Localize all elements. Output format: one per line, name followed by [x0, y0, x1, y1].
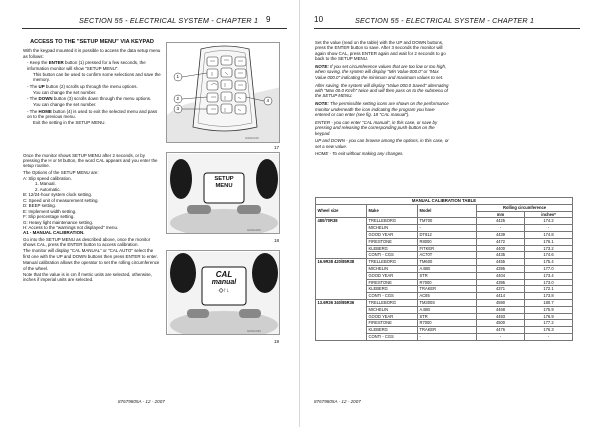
make-cell: CONTI - CGS [367, 293, 418, 300]
inches-cell: 173.8 [525, 293, 573, 300]
inches-cell: 173.2 [525, 245, 573, 252]
option-item: C: Speed unit of measurement setting. [23, 197, 99, 203]
model-cell: AC85 [418, 293, 477, 300]
paragraph-text: Set the value (read on the table) with the UP and DOWN buttons, press the ENTER button to save. After 3 seconds the monitor will again show CAL, press ENTER again and wait for 2 seconds to go back to the SETUP MENU. [315, 40, 446, 62]
note-paragraph [315, 83, 449, 99]
bullet-item: - Keep the ENTER button (1) pressed for a few seconds, the information monitor will show "SETUP MENU". [27, 60, 146, 71]
button-bullets [23, 60, 161, 126]
table-row [316, 259, 573, 266]
bullet-text-pre: The [29, 83, 39, 89]
inches-cell: 176.9 [525, 313, 573, 320]
header-make: Make [367, 204, 418, 218]
figure-17-number: 17 [274, 145, 280, 150]
model-cell: R8000 [418, 238, 477, 245]
model-cell: TRAKER [418, 286, 477, 293]
once-paragraph: Once the monitor shows SETUP MENU after 2 seconds, or by pressing the H or M button, the word CAL appears and you enter the setup routine. [23, 152, 158, 169]
setup-menu-screen [204, 176, 244, 190]
left-footer: 87679805A - 12 - 2007 [118, 399, 165, 404]
bullet-item: - The UP button (2) scrolls up through the menu options. [27, 83, 138, 89]
table-header-row [316, 204, 573, 211]
manual-paragraph: The monitor will display "CAL MANUAL" or "CAL AUTO" select the first one with the UP and DOWN buttons then press ENTER to enter. [23, 248, 158, 259]
make-cell: MICHELIN [367, 306, 418, 313]
mm-cell: 4476 [477, 327, 525, 334]
bullet-note: You can change the set number. [33, 102, 97, 108]
mm-cell: 4400 [477, 245, 525, 252]
make-cell: GOOD YEAR [367, 272, 418, 279]
paragraph-text: After saving, the system will display "Value 000.0 Saved" alternating with "Max 00.0 Km/h" twice and will then pass on to the submenu of the SETUP MENU. [315, 82, 449, 99]
bullet-text-post: button (4) is used to exit the selected menu and pass on to the previous menu. [27, 108, 158, 120]
paragraph-text: If you set circumference values that are too low or too high, when saving, the system will display "Min Value 000.0" or "Max Value 000.0" indicating the minimum and maximum values to set. [315, 64, 447, 80]
paragraph-text: UP and DOWN - you can browse among the options, in this case, or set a new value. [315, 138, 449, 149]
option-item: D: BEEP setting. [23, 203, 56, 209]
make-cell: CONTI - CGS [367, 252, 418, 259]
option-item: E: Implement width setting. [23, 208, 77, 214]
mm-cell: 4425 [477, 218, 525, 225]
header-wheel-size: Wheel size [316, 204, 367, 218]
table-body [316, 218, 573, 340]
left-header-rule [22, 28, 287, 29]
paragraph-text: ENTER - you can enter "CAL manual", in this case, or save by pressing and releasing the corresponding push-button on the keypad. [315, 119, 438, 136]
mm-cell: - [477, 225, 525, 232]
figure-19-number: 19 [274, 339, 280, 344]
bullet-note: You can change the set number. [33, 89, 97, 95]
screen-text-menu: MENU [215, 183, 233, 189]
screen-arrow-icons: ◇↑↓ [218, 288, 230, 294]
inches-cell: - [525, 333, 573, 340]
model-cell: FITKER [418, 245, 477, 252]
make-cell: KLEBERG [367, 327, 418, 334]
bullet-item: - The HOME button (4) is used to exit the selected menu and pass on to the previous menu. [27, 108, 158, 120]
make-cell: TRELLEBORG [367, 218, 418, 225]
inches-cell: 177.2 [525, 320, 573, 327]
model-cell: - [418, 225, 477, 232]
figure-18-number: 18 [274, 238, 280, 243]
inches-cell: 180.7 [525, 299, 573, 306]
wheel-size-cell: 13.6R36 340/85R36 [316, 299, 367, 340]
mm-cell: 4590 [477, 299, 525, 306]
left-page-header [22, 16, 287, 28]
mm-cell: - [477, 333, 525, 340]
inches-cell: 172.1 [525, 286, 573, 293]
option-subitem: 2. Automatic. [35, 186, 61, 192]
inches-cell: 174.2 [525, 218, 573, 225]
inches-cell: 173.4 [525, 272, 573, 279]
right-page-header [314, 16, 580, 28]
inches-cell: - [525, 225, 573, 232]
make-cell: CONTI - CGS [367, 333, 418, 340]
manual-calibration-table [315, 197, 573, 341]
screen-text-manual: manual [211, 279, 237, 286]
bullet-key-name: UP [38, 83, 45, 89]
figure-19-code: G0011030 [247, 329, 261, 333]
mm-cell: 4439 [477, 231, 525, 238]
right-header-section: SECTION 55 - ELECTRICAL SYSTEM - CHAPTER 1 [355, 16, 535, 25]
make-cell: TRELLEBORG [367, 259, 418, 266]
header-mm: mm [477, 211, 525, 218]
option-item: G: Heavy light maintenance setting. [23, 219, 94, 225]
options-list [23, 176, 161, 231]
model-cell: AC70T [418, 252, 477, 259]
make-cell: FIRESTONE [367, 320, 418, 327]
mm-cell: 4500 [477, 320, 525, 327]
bullet-text-post: button (3) scrolls down through the menu options. [52, 96, 152, 102]
figure-17-keypad [166, 42, 280, 143]
table-caption: MANUAL CALIBRATION TABLE [316, 198, 573, 205]
note-label: NOTE: [315, 64, 329, 69]
header-model: Model [418, 204, 477, 218]
screen-text-cal: CAL [215, 270, 233, 279]
model-cell: - [418, 333, 477, 340]
model-cell: R7000 [418, 320, 477, 327]
cal-manual-screen [202, 270, 246, 295]
mm-cell: 4472 [477, 238, 525, 245]
manual-paragraph: Go into the SETUP MENU as described above, once the monitor shows CAL, press the ENTER button to access calibration. [23, 236, 151, 248]
inches-cell: 174.6 [525, 252, 573, 259]
figure-17-code: G0011010 [245, 136, 259, 140]
note-paragraph [315, 138, 449, 149]
bullet-key-name: HOME [38, 108, 52, 114]
options-intro: The Options of the SETUP MENU are: [23, 169, 99, 175]
intro-paragraph: With the keypad mounted it is possible to access the data setup menu as follows: [23, 48, 161, 59]
manual-calibration-text [23, 237, 161, 283]
make-cell: FIRESTONE [367, 279, 418, 286]
make-cell: TRELLEBORG [367, 299, 418, 306]
model-cell: STR [418, 272, 477, 279]
manual-paragraph: Manual calibration allows the operator to set the rolling circumference of the wheel. [23, 260, 160, 271]
header-inches: inches* [525, 211, 573, 218]
right-header-rule [314, 28, 580, 29]
option-item: A: Slip speed calibration. [23, 175, 72, 181]
figure-19-display [166, 250, 280, 335]
mm-cell: 4414 [477, 293, 525, 300]
model-cell: TM600 [418, 259, 477, 266]
table-row [316, 299, 573, 306]
make-cell: GOOD YEAR [367, 313, 418, 320]
bullet-item: - The DOWN button (3) scrolls down through the menu options. [27, 96, 152, 102]
paragraph-text: HOME - To exit without making any changes. [315, 151, 404, 157]
bullet-text-pre: Keep the [29, 60, 49, 66]
inches-cell: 177.0 [525, 265, 573, 272]
keypad-illustration [167, 43, 280, 143]
note-paragraph [315, 64, 449, 80]
model-cell: TRAKER [418, 327, 477, 334]
bullet-text-pre: The [29, 108, 39, 114]
section-title: ACCESS TO THE "SETUP MENU" VIA KEYPAD [30, 39, 154, 45]
make-cell: FIRESTONE [367, 238, 418, 245]
mm-cell: 4435 [477, 252, 525, 259]
option-item: B: 12/24-hour system clock setting. [23, 192, 93, 198]
option-item: H: Access to the "warnings not displayed" menu. [23, 225, 119, 230]
bullet-text-pre: The [29, 96, 39, 102]
mm-cell: 4395 [477, 265, 525, 272]
model-cell: TM300S [418, 299, 477, 306]
callout-3: 3 [176, 106, 180, 111]
table-row [316, 218, 573, 225]
screen-text-setup: SETUP [214, 176, 234, 182]
right-page [300, 0, 600, 427]
wheel-size-cell: 16.9R38 420/85R38 [316, 259, 367, 300]
wheel-size-cell: 480/70R38 [316, 218, 367, 259]
bullet-text-post: button (1) pressed for a few seconds, the information monitor will show "SETUP MENU". [27, 60, 146, 71]
model-cell: STR [418, 313, 477, 320]
mm-cell: 4395 [477, 279, 525, 286]
note-paragraph [315, 101, 449, 117]
make-cell: MICHELIN [367, 225, 418, 232]
right-text-column [315, 40, 449, 159]
bullet-key-name: DOWN [38, 96, 53, 102]
callout-4: 4 [266, 98, 270, 103]
right-page-number: 10 [314, 15, 324, 24]
callout-1: 1 [176, 74, 180, 79]
make-cell: KLEBERG [367, 245, 418, 252]
mm-cell: 4455 [477, 259, 525, 266]
bullet-note: Exit the setting in the SETUP MENU. [33, 120, 106, 126]
header-rolling-circumference: Rolling circumference [477, 204, 573, 211]
table-caption-row [316, 198, 573, 205]
model-cell: TM700 [418, 218, 477, 225]
note-paragraph [315, 120, 449, 136]
figure-18-display [166, 152, 280, 234]
option-item: F: Slip percentage setting. [23, 214, 75, 220]
right-footer: 87679805A - 12 - 2007 [314, 399, 361, 404]
model-cell: A.BIB [418, 306, 477, 313]
left-page-number: 9 [266, 15, 271, 24]
mm-cell: 4468 [477, 306, 525, 313]
manual-paragraph: Note that the value is in cm if metric units are selected, otherwise, inches if imperial units are selected. [23, 271, 152, 283]
callout-2: 2 [176, 96, 180, 101]
model-cell: DT812 [418, 231, 477, 238]
make-cell: KLEBERG [367, 286, 418, 293]
make-cell: MICHELIN [367, 265, 418, 272]
inches-cell: 176.1 [525, 238, 573, 245]
manual-calibration-title: A1 - MANUAL CALIBRATION. [23, 230, 85, 236]
model-cell: A.BIB [418, 265, 477, 272]
body-paragraph [315, 40, 449, 62]
left-text-column [23, 40, 161, 284]
option-subitem: 1. Manual. [35, 181, 56, 187]
note-label: NOTE: [315, 101, 329, 107]
inches-cell: 173.0 [525, 279, 573, 286]
paragraph-text: The permissible setting icons are shown on the performance monitor underneath the icon indicating the program you have entered or can enter (see fig. 18 "CAL manual"). [315, 101, 449, 117]
left-header-section: SECTION 55 - ELECTRICAL SYSTEM - CHAPTER 1 [79, 16, 259, 25]
inches-cell: 175.4 [525, 259, 573, 266]
bullet-text-post: button (2) scrolls up through the menu options. [44, 83, 138, 89]
inches-cell: 175.9 [525, 306, 573, 313]
note-paragraph [315, 151, 449, 156]
figure-18-code: G0011020 [247, 228, 261, 232]
model-cell: R7000 [418, 279, 477, 286]
bullet-note: This button can be used to confirm some selections and save the memory. [33, 71, 161, 83]
mm-cell: 4404 [477, 272, 525, 279]
inches-cell: 176.3 [525, 327, 573, 334]
make-cell: GOOD YEAR [367, 231, 418, 238]
display-illustration-18 [167, 153, 280, 234]
mm-cell: 4371 [477, 286, 525, 293]
inches-cell: 174.8 [525, 231, 573, 238]
mm-cell: 4493 [477, 313, 525, 320]
bullet-key-name: ENTER [48, 60, 64, 66]
